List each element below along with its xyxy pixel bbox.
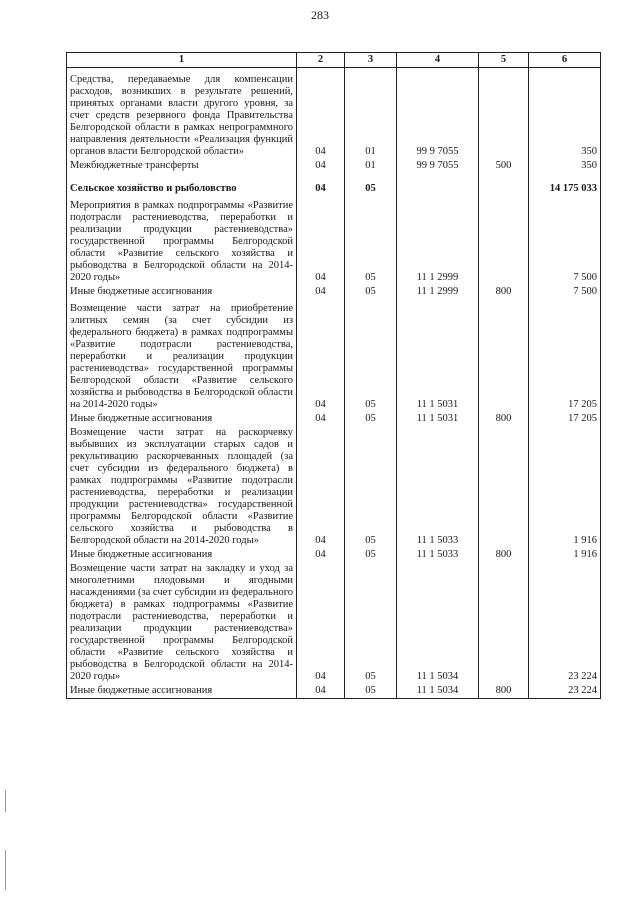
row-name: Сельское хозяйство и рыболовство [67, 173, 297, 196]
target-article-code: 11 1 2999 [397, 196, 479, 285]
table-row [67, 196, 601, 285]
subsection-code: 05 [345, 562, 397, 684]
row-name: Межбюджетные трансферты [67, 159, 297, 173]
expense-type-code [479, 426, 529, 548]
amount-cell: 17 205 [529, 412, 601, 426]
subsection-code: 05 [345, 299, 397, 412]
expense-type-code: 800 [479, 412, 529, 426]
expense-type-code: 500 [479, 159, 529, 173]
table-row [67, 159, 601, 173]
section-code: 04 [297, 562, 345, 684]
section-code: 04 [297, 285, 345, 299]
amount-cell: 1 916 [529, 426, 601, 548]
scan-margin-mark [5, 850, 6, 890]
expense-type-code [479, 299, 529, 412]
column-header: 3 [345, 53, 397, 68]
amount-cell: 7 500 [529, 285, 601, 299]
expense-type-code: 800 [479, 285, 529, 299]
amount-cell: 23 224 [529, 562, 601, 684]
amount-cell: 23 224 [529, 684, 601, 699]
column-header: 6 [529, 53, 601, 68]
table-row [67, 684, 601, 699]
table-row [67, 68, 601, 160]
amount-cell: 14 175 033 [529, 173, 601, 196]
amount-cell: 1 916 [529, 548, 601, 562]
target-article-code: 11 1 5031 [397, 299, 479, 412]
table-row [67, 285, 601, 299]
subsection-code: 05 [345, 285, 397, 299]
subsection-code: 01 [345, 68, 397, 160]
section-code: 04 [297, 68, 345, 160]
target-article-code: 11 1 5033 [397, 548, 479, 562]
amount-cell: 350 [529, 159, 601, 173]
column-header: 2 [297, 53, 345, 68]
expense-type-code [479, 562, 529, 684]
section-code: 04 [297, 426, 345, 548]
section-code: 04 [297, 548, 345, 562]
amount-cell: 7 500 [529, 196, 601, 285]
expense-type-code: 800 [479, 684, 529, 699]
row-name: Возмещение части затрат на закладку и уход за многолетними плодовыми и ягодными насаждениями (за счет субсидии из федерального бюджета) в рамках подпрограммы «Развитие подотрасли растениеводства, переработки и реализации продукции растениеводства» государственной программы Белгородской области «Развитие сельского хозяйства и рыбоводства в Белгородской области на 2014-2020 годы» [67, 562, 297, 684]
subsection-code: 01 [345, 159, 397, 173]
column-header: 5 [479, 53, 529, 68]
subsection-code: 05 [345, 684, 397, 699]
table-row [67, 548, 601, 562]
section-code: 04 [297, 196, 345, 285]
target-article-code: 11 1 2999 [397, 285, 479, 299]
expense-type-code [479, 173, 529, 196]
target-article-code: 99 9 7055 [397, 159, 479, 173]
amount-cell: 350 [529, 68, 601, 160]
row-name: Мероприятия в рамках подпрограммы «Развитие подотрасли растениеводства, переработки и реализации продукции растениеводства» государственной программы Белгородской области «Развитие сельского хозяйства и рыбоводства в Белгородской области на 2014-2020 годы» [67, 196, 297, 285]
target-article-code: 11 1 5031 [397, 412, 479, 426]
table-row [67, 562, 601, 684]
target-article-code: 11 1 5034 [397, 562, 479, 684]
row-name: Иные бюджетные ассигнования [67, 684, 297, 699]
target-article-code: 99 9 7055 [397, 68, 479, 160]
expense-type-code [479, 196, 529, 285]
column-header: 4 [397, 53, 479, 68]
expense-type-code: 800 [479, 548, 529, 562]
row-name: Иные бюджетные ассигнования [67, 548, 297, 562]
page-number: 283 [311, 8, 329, 22]
amount-cell: 17 205 [529, 299, 601, 412]
target-article-code [397, 173, 479, 196]
row-name: Возмещение части затрат на приобретение элитных семян (за счет субсидии из федерального бюджета) в рамках подпрограммы «Развитие подотрасли растениеводства, переработки и реализации продукции растениеводства» государственной программы Белгородской области «Развитие сельского хозяйства и рыбоводства в Белгородской области на 2014-2020 годы» [67, 299, 297, 412]
table-row [67, 173, 601, 196]
subsection-code: 05 [345, 196, 397, 285]
section-code: 04 [297, 684, 345, 699]
table-body [67, 68, 601, 699]
expense-type-code [479, 68, 529, 160]
subsection-code: 05 [345, 412, 397, 426]
table-row [67, 412, 601, 426]
target-article-code: 11 1 5034 [397, 684, 479, 699]
subsection-code: 05 [345, 426, 397, 548]
section-code: 04 [297, 412, 345, 426]
target-article-code: 11 1 5033 [397, 426, 479, 548]
table-row [67, 426, 601, 548]
section-code: 04 [297, 173, 345, 196]
budget-table [66, 52, 601, 699]
subsection-code: 05 [345, 548, 397, 562]
row-name: Иные бюджетные ассигнования [67, 412, 297, 426]
row-name: Иные бюджетные ассигнования [67, 285, 297, 299]
row-name: Возмещение части затрат на раскорчевку выбывших из эксплуатации старых садов и рекультивацию раскорчеванных площадей (за счет субсидии из федерального бюджета) в рамках подпрограммы «Развитие подотрасли растениеводства, переработки и реализации продукции растениеводства» государственной программы Белгородской области «Развитие сельского хозяйства и рыбоводства в Белгородской области на 2014-2020 годы» [67, 426, 297, 548]
table-row [67, 299, 601, 412]
section-code: 04 [297, 159, 345, 173]
scan-margin-mark [5, 790, 6, 812]
column-header: 1 [67, 53, 297, 68]
table-header-row [67, 53, 601, 68]
subsection-code: 05 [345, 173, 397, 196]
section-code: 04 [297, 299, 345, 412]
row-name: Средства, передаваемые для компенсации расходов, возникших в результате решений, принятых органами власти другого уровня, за счет средств резервного фонда Правительства Белгородской области в рамках непрограммного направления деятельности «Реализация функций органов власти Белгородской области» [67, 68, 297, 160]
